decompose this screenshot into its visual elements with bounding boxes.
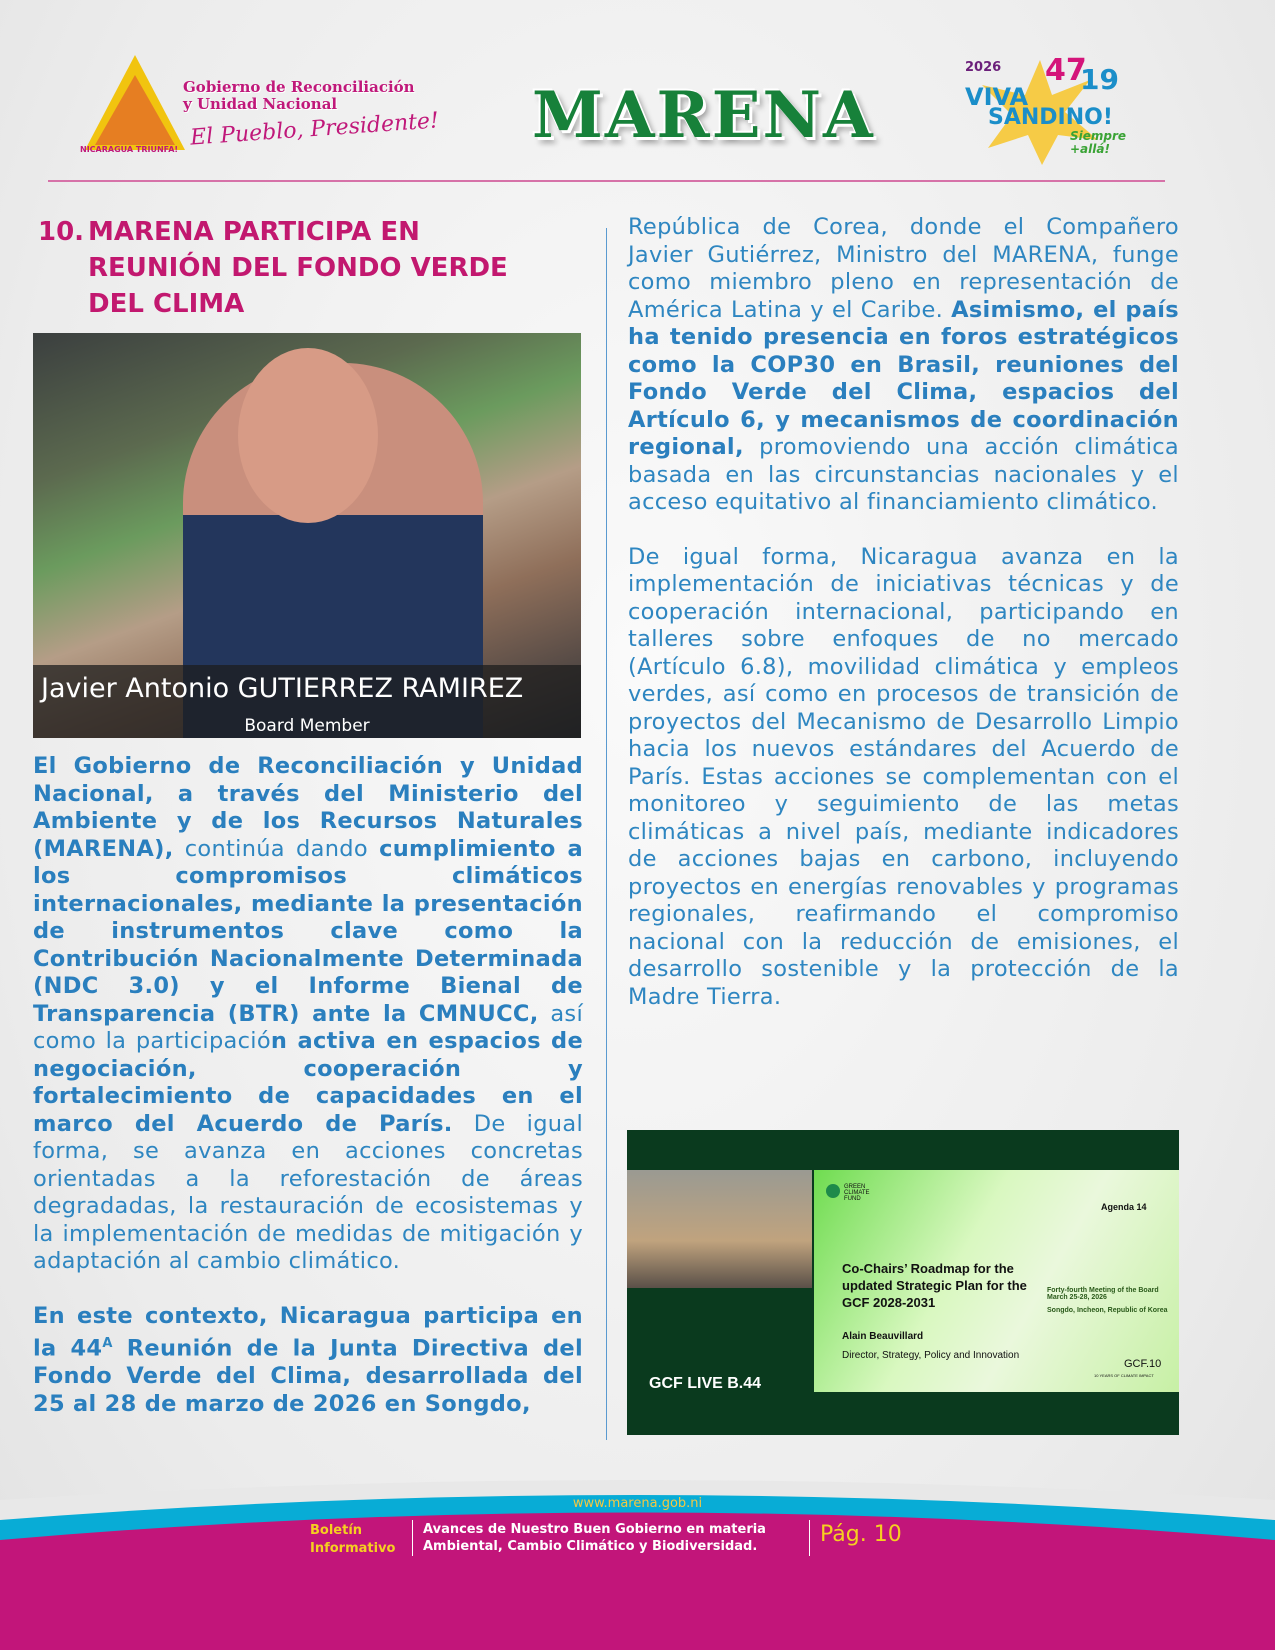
slogan: El Pueblo, Presidente!: [189, 108, 440, 151]
meeting-info: Forty-fourth Meeting of the Board March 25-28, 2026 Songdo, Incheon, Republic of Korea: [1047, 1287, 1168, 1314]
page-number: Pág. 10: [820, 1522, 902, 1547]
footer-tagline: Avances de Nuestro Buen Gobierno en materia Ambiental, Cambio Climático y Biodiversidad.: [423, 1522, 766, 1554]
text: República de Corea, donde el Compañero Javier Gutiérrez, Ministro del MARENA, funge como miembro pleno en representación de América Latina y el Caribe.: [628, 214, 1179, 323]
live-label: GCF LIVE B.44: [649, 1375, 762, 1392]
bold-text: A: [102, 1336, 113, 1351]
government-name: Gobierno de Reconciliación y Unidad Nacional: [183, 78, 415, 113]
footer-separator: [809, 1520, 810, 1556]
gcf10-tagline: 10 YEARS OF CLIMATE IMPACT: [1094, 1373, 1154, 1378]
marena-wordmark: MARENA: [532, 78, 875, 153]
text: así como la participació: [33, 1000, 583, 1054]
presentation-slide: [814, 1170, 1179, 1392]
speaker-name: Alain Beauvillard: [842, 1331, 924, 1342]
paragraph: [33, 753, 583, 1276]
paragraph: [628, 544, 1179, 1012]
person-face: [238, 348, 378, 523]
header-divider: [48, 180, 1165, 182]
right-column-text: [628, 214, 1179, 1038]
caption-name: Javier Antonio GUTIERREZ RAMIREZ: [41, 673, 524, 704]
footer-separator: [412, 1520, 413, 1556]
column-divider: [606, 228, 607, 1440]
bold-text: cumplimiento a los compromisos climáticos internacionales, mediante la presentación de instrumentos clave como la Contribución Nacionalmente Determinada (NDC 3.0) y el Informe Bienal de Transparencia (BTR) ante la CMNUCC,: [33, 835, 583, 1027]
agenda-label: Agenda 14: [1101, 1202, 1147, 1212]
text: continúa dando: [173, 835, 380, 862]
bulletin-label: Boletín Informativo: [310, 1523, 396, 1556]
viva-sandino-logo: 2026 47 19 VIVA SANDINO! Siempre +allá!: [960, 55, 1140, 165]
bold-text: El Gobierno de Reconciliación y Unidad Nacional, a través del Ministerio del Ambiente y de los Recursos Naturales (MARENA),: [33, 753, 583, 862]
caption-role: Board Member: [244, 716, 370, 736]
text: promoviendo una acción climática basada en las circunstancias nacionales y el acceso equitativo al financiamiento climático.: [628, 434, 1179, 515]
text: De igual forma, se avanza en acciones concretas orientadas a la reforestación de áreas degradadas, la restauración de ecosistemas y la implementación de medidas de mitigación y adaptación al cambio climático.: [33, 1110, 583, 1274]
meeting-room-video: [627, 1170, 812, 1288]
bold-text: Reunión de la Junta Directiva del Fondo Verde del Clima, desarrollada del 25 al 28 de marzo de 2026 en Songdo,: [33, 1335, 583, 1417]
bold-text: En este contexto, Nicaragua participa en la 44: [33, 1302, 583, 1362]
paragraph: [33, 1303, 583, 1419]
left-column-text: [33, 753, 583, 1445]
speaker-role: Director, Strategy, Policy and Innovation: [842, 1350, 1020, 1361]
fund-name: GREEN CLIMATE FUND: [844, 1184, 870, 1202]
minister-photo: [33, 333, 581, 738]
government-logo: [80, 55, 465, 160]
gcf-meeting-screenshot: [627, 1130, 1179, 1435]
bold-text: Asimismo, el país ha tenido presencia en foros estratégicos como la COP30 en Brasil, reuniones del Fondo Verde del Clima, espacios del Artículo 6, y mecanismos de coordinación regional,: [628, 296, 1180, 460]
slide-title: Co-Chairs’ Roadmap for the updated Strategic Plan for the GCF 2028-2031: [842, 1261, 1027, 1310]
gcf10-logo: GCF.10: [1124, 1358, 1162, 1370]
text: De igual forma, Nicaragua avanza en la implementación de iniciativas técnicas y de cooperación internacional, participando en talleres sobre enfoques de no mercado (Artículo 6.8), movilidad climática y empleos verdes, así como en procesos de transición de proyectos del Mecanismo de Desarrollo Limpio hacia los nuevos estándares del Acuerdo de París. Estas acciones se complementan con el monitoreo y seguimiento de las metas climáticas a nivel país, mediante indicadores de acciones bajas en carbono, incluyendo proyectos en energías renovables y programas regionales, reafirmando el compromiso nacional con la reducción de emisiones, el desarrollo sostenible y la protección de la Madre Tierra.: [628, 543, 1179, 1010]
paragraph: [628, 214, 1179, 517]
volcano-emblem-icon: [95, 75, 175, 145]
emblem-text: NICARAGUA TRIUNFA!: [80, 145, 179, 154]
bold-text: n activa en espacios de negociación, cooperación y fortalecimiento de capacidades en el marco del Acuerdo de París.: [33, 1028, 584, 1137]
article-title: 10. MARENA PARTICIPA EN REUNIÓN DEL FONDO VERDE DEL CLIMA: [38, 217, 508, 319]
gcf-logo-icon: [826, 1184, 840, 1198]
website-link[interactable]: www.marena.gob.ni: [572, 1496, 703, 1511]
